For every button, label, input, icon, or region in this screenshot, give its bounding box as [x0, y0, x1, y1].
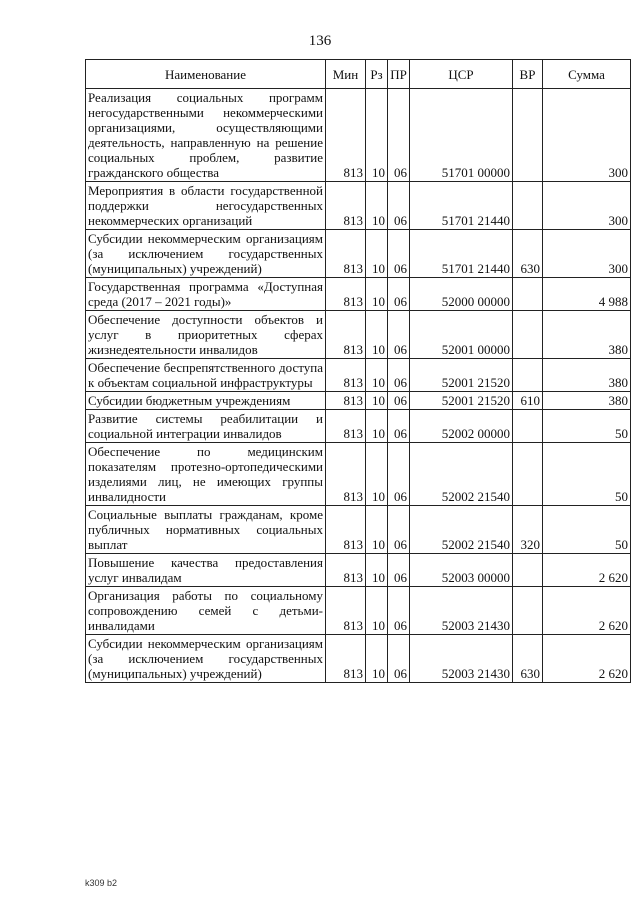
table-row [86, 506, 631, 554]
cell-csr: 51701 00000 [410, 89, 513, 182]
cell-csr: 52002 21540 [410, 443, 513, 506]
cell-csr: 52001 00000 [410, 311, 513, 359]
table-row [86, 635, 631, 683]
cell-csr: 51701 21440 [410, 230, 513, 278]
cell-sum: 300 [543, 230, 631, 278]
table-row [86, 182, 631, 230]
cell-pr: 06 [388, 392, 410, 410]
header-pr: ПР [388, 60, 410, 89]
cell-name: Социальные выплаты гражданам, кроме публичных нормативных социальных выплат [86, 506, 326, 554]
cell-name: Субсидии некоммерческим организациям (за исключением государственных (муниципальных) учреждений) [86, 230, 326, 278]
cell-sum: 380 [543, 359, 631, 392]
cell-rz: 10 [366, 635, 388, 683]
cell-pr: 06 [388, 554, 410, 587]
header-name: Наименование [86, 60, 326, 89]
cell-min: 813 [326, 443, 366, 506]
cell-sum: 50 [543, 506, 631, 554]
cell-vr [513, 89, 543, 182]
cell-csr: 52001 21520 [410, 392, 513, 410]
cell-name: Повышение качества предоставления услуг инвалидам [86, 554, 326, 587]
cell-csr: 52002 00000 [410, 410, 513, 443]
cell-rz: 10 [366, 89, 388, 182]
cell-name: Субсидии бюджетным учреждениям [86, 392, 326, 410]
cell-pr: 06 [388, 89, 410, 182]
cell-min: 813 [326, 182, 366, 230]
cell-pr: 06 [388, 278, 410, 311]
cell-csr: 52000 00000 [410, 278, 513, 311]
table-row [86, 587, 631, 635]
cell-sum: 4 988 [543, 278, 631, 311]
header-rz: Рз [366, 60, 388, 89]
cell-vr [513, 443, 543, 506]
header-csr: ЦСР [410, 60, 513, 89]
table-header-row [86, 60, 631, 89]
cell-csr: 52003 21430 [410, 587, 513, 635]
cell-rz: 10 [366, 506, 388, 554]
cell-rz: 10 [366, 443, 388, 506]
cell-vr [513, 182, 543, 230]
cell-name: Обеспечение беспрепятственного доступа к объектам социальной инфраструктуры [86, 359, 326, 392]
cell-vr: 630 [513, 230, 543, 278]
budget-table [85, 59, 631, 683]
cell-csr: 52003 21430 [410, 635, 513, 683]
cell-rz: 10 [366, 554, 388, 587]
cell-vr: 610 [513, 392, 543, 410]
cell-min: 813 [326, 635, 366, 683]
header-min: Мин [326, 60, 366, 89]
cell-name: Реализация социальных программ негосударственными некоммерческими организациями, осуществляющими деятельность, направленную на решение социальных проблем, развитие гражданского общества [86, 89, 326, 182]
cell-sum: 2 620 [543, 635, 631, 683]
cell-min: 813 [326, 89, 366, 182]
cell-min: 813 [326, 311, 366, 359]
cell-sum: 50 [543, 443, 631, 506]
cell-name: Государственная программа «Доступная среда (2017 – 2021 годы)» [86, 278, 326, 311]
cell-pr: 06 [388, 635, 410, 683]
table-row [86, 278, 631, 311]
cell-rz: 10 [366, 392, 388, 410]
cell-csr: 52001 21520 [410, 359, 513, 392]
cell-rz: 10 [366, 410, 388, 443]
cell-pr: 06 [388, 182, 410, 230]
cell-vr: 630 [513, 635, 543, 683]
cell-name: Развитие системы реабилитации и социальной интеграции инвалидов [86, 410, 326, 443]
cell-pr: 06 [388, 587, 410, 635]
cell-rz: 10 [366, 311, 388, 359]
table-row [86, 359, 631, 392]
cell-rz: 10 [366, 182, 388, 230]
cell-min: 813 [326, 587, 366, 635]
table-row [86, 410, 631, 443]
cell-name: Обеспечение по медицинским показателям протезно-ортопедическими изделиями лиц, не имеющих группы инвалидности [86, 443, 326, 506]
cell-name: Субсидии некоммерческим организациям (за исключением государственных (муниципальных) учреждений) [86, 635, 326, 683]
cell-sum: 380 [543, 392, 631, 410]
cell-csr: 51701 21440 [410, 182, 513, 230]
cell-vr: 320 [513, 506, 543, 554]
table-body [86, 89, 631, 683]
cell-name: Обеспечение доступности объектов и услуг в приоритетных сферах жизнедеятельности инвалидов [86, 311, 326, 359]
header-vr: ВР [513, 60, 543, 89]
cell-sum: 300 [543, 182, 631, 230]
cell-pr: 06 [388, 410, 410, 443]
cell-pr: 06 [388, 506, 410, 554]
cell-min: 813 [326, 410, 366, 443]
cell-pr: 06 [388, 359, 410, 392]
cell-sum: 300 [543, 89, 631, 182]
cell-sum: 2 620 [543, 554, 631, 587]
cell-name: Организация работы по социальному сопровождению семей с детьми-инвалидами [86, 587, 326, 635]
table-row [86, 392, 631, 410]
cell-min: 813 [326, 392, 366, 410]
cell-vr [513, 410, 543, 443]
cell-csr: 52002 21540 [410, 506, 513, 554]
cell-rz: 10 [366, 359, 388, 392]
cell-vr [513, 359, 543, 392]
cell-sum: 2 620 [543, 587, 631, 635]
cell-min: 813 [326, 278, 366, 311]
page-number: 136 [308, 33, 332, 49]
cell-vr [513, 554, 543, 587]
table-row [86, 443, 631, 506]
cell-min: 813 [326, 506, 366, 554]
cell-rz: 10 [366, 587, 388, 635]
cell-min: 813 [326, 359, 366, 392]
table-row [86, 311, 631, 359]
cell-rz: 10 [366, 278, 388, 311]
cell-rz: 10 [366, 230, 388, 278]
cell-name: Мероприятия в области государственной поддержки негосударственных некоммерческих организаций [86, 182, 326, 230]
cell-sum: 380 [543, 311, 631, 359]
cell-vr [513, 311, 543, 359]
cell-csr: 52003 00000 [410, 554, 513, 587]
cell-min: 813 [326, 554, 366, 587]
cell-sum: 50 [543, 410, 631, 443]
cell-pr: 06 [388, 230, 410, 278]
cell-pr: 06 [388, 443, 410, 506]
table-row [86, 554, 631, 587]
table-row [86, 89, 631, 182]
cell-vr [513, 278, 543, 311]
footer-code: k309 b2 [85, 878, 118, 888]
header-sum: Сумма [543, 60, 631, 89]
table-row [86, 230, 631, 278]
cell-pr: 06 [388, 311, 410, 359]
cell-min: 813 [326, 230, 366, 278]
cell-vr [513, 587, 543, 635]
